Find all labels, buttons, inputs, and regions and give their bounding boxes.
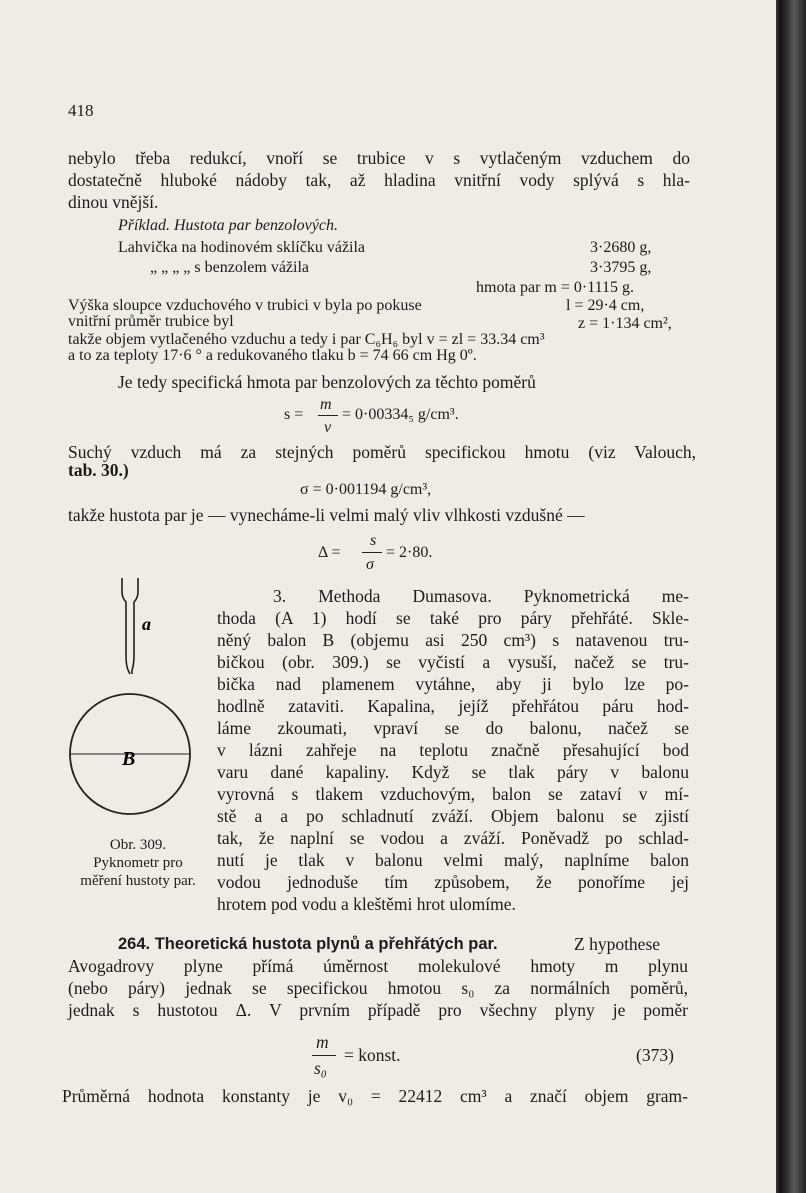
flask-neck-left bbox=[122, 578, 130, 674]
dumas-line-9: varu dané kapaliny. Když se tlak páry v balonu bbox=[217, 762, 689, 782]
equation-den: s₀ bbox=[314, 1058, 327, 1078]
example-row-1-label: Lahvička na hodinovém sklíčku vážila bbox=[118, 239, 366, 256]
section-line-3: (nebo páry) jednak se specifickou hmotou s₀ za normálních poměrů, bbox=[68, 978, 688, 998]
hustota-rhs: = 2·80. bbox=[386, 544, 433, 561]
hustota-lhs: Δ = bbox=[318, 544, 341, 561]
dry-air-line-2: tab. 30.) bbox=[68, 460, 129, 480]
hustota-text: takže hustota par je — vynecháme-li velmi malý vliv vlhkosti vzdušné — bbox=[68, 505, 585, 525]
section-line-1: Z hypothese bbox=[574, 934, 661, 954]
section-line-2: Avogadrovy plyne přímá úměrnost molekulové hmoty m plynu bbox=[68, 956, 688, 976]
hustota-fraction-bar bbox=[362, 552, 382, 553]
dumas-line-7: láme zkoumati, vpraví se do balonu, načež se bbox=[217, 718, 689, 738]
example-heading: Příklad. Hustota par benzolových. bbox=[118, 217, 338, 234]
dumas-line-4: bičkou (obr. 309.) se vyčistí a vysuší, načež se tru- bbox=[217, 652, 689, 672]
specific-fraction-bar bbox=[318, 415, 338, 416]
label-a: a bbox=[142, 614, 151, 634]
section-line-4: jednak s hustotou Δ. V prvním případě pro všechny plyny je poměr bbox=[68, 1000, 688, 1020]
dumas-line-2: thoda (A 1) hodí se také pro páry přehřáté. Skle- bbox=[217, 608, 689, 628]
example-row-7: a to za teploty 17·6 ° a redukovaného tlaku b = 74 66 cm Hg 0º. bbox=[68, 347, 477, 364]
example-row-4-value: l = 29·4 cm, bbox=[566, 297, 645, 314]
dumas-line-5: bička nad plamenem vytáhne, aby ji bylo lze po- bbox=[217, 674, 689, 694]
dumas-line-14: vodou jednoduše tím způsobem, že ponoříme jej bbox=[217, 872, 689, 892]
dumas-line-3: něný balon B (objemu asi 250 cm³) s natavenou tru- bbox=[217, 630, 689, 650]
example-row-2-value: 3·3795 g, bbox=[590, 259, 652, 276]
equation-num: m bbox=[316, 1032, 329, 1052]
dry-air-formula: σ = 0·001194 g/cm³, bbox=[300, 481, 432, 498]
dumas-line-11: stě a a po schladnutí zváží. Objem balonu se zjistí bbox=[217, 806, 689, 826]
hustota-num: s bbox=[370, 532, 377, 549]
example-row-3: hmota par m = 0·1115 g. bbox=[476, 279, 635, 296]
example-row-4-label: Výška sloupce vzduchového v trubici v byla po pokuse bbox=[68, 297, 422, 314]
specific-text: Je tedy specifická hmota par benzolových za těchto poměrů bbox=[118, 372, 536, 392]
example-row-1-value: 3·2680 g, bbox=[590, 239, 652, 256]
dumas-line-6: hodlně zataviti. Kapalina, jejíž přehřátou páru hod- bbox=[217, 696, 689, 716]
dumas-line-1: 3. Methoda Dumasova. Pyknometrická me- bbox=[273, 586, 689, 606]
equation-rhs: = konst. bbox=[344, 1045, 401, 1065]
intro-line-2: dostatečně hluboké nádoby tak, až hladina vnitřní vody splývá s hla- bbox=[68, 170, 690, 190]
dumas-line-10: vyrovná s tlakem vzduchovým, balon se zataví v mí- bbox=[217, 784, 689, 804]
figure-caption-3: měření hustoty par. bbox=[80, 873, 196, 889]
dumas-line-8: v lázni zahřeje na teplotu značně přesahující bod bbox=[217, 740, 689, 760]
specific-den: v bbox=[324, 419, 332, 436]
section-heading: 264. Theoretická hustota plynů a přehřátých par. bbox=[118, 935, 498, 953]
dumas-line-15: hrotem pod vodu a kleštěmi hrot ulomíme. bbox=[217, 894, 516, 914]
specific-lhs: s = bbox=[284, 406, 304, 423]
dumas-line-13: nutí je tlak v balonu velmi malý, naplníme balon bbox=[217, 850, 689, 870]
hustota-den: σ bbox=[366, 556, 374, 573]
intro-line-3: dinou vnější. bbox=[68, 192, 159, 212]
specific-rhs: = 0·00334₅ g/cm³. bbox=[342, 406, 459, 423]
book-spine-shadow bbox=[776, 0, 806, 1193]
dumas-line-12: tak, že naplní se vodou a zváží. Poněvadž po schlad- bbox=[217, 828, 689, 848]
dry-air-line-1: Suchý vzduch má za stejných poměrů specifickou hmotu (viz Valouch, bbox=[68, 442, 696, 462]
equation-fraction-bar bbox=[312, 1055, 336, 1056]
example-row-2-label: „ „ „ „ s benzolem vážila bbox=[150, 259, 310, 276]
page-number: 418 bbox=[68, 101, 94, 120]
flask-neck-right bbox=[132, 578, 138, 674]
intro-line-1: nebylo třeba redukcí, vnoří se trubice v s vytlačeným vzduchem do bbox=[68, 148, 690, 168]
example-row-6: takže objem vytlačeného vzduchu a tedy i par C₆H₆ byl v = zl = 33.34 cm³ bbox=[68, 331, 545, 348]
pycnometer-figure bbox=[60, 570, 210, 840]
example-row-5-label: vnitřní průměr trubice byl bbox=[68, 313, 234, 330]
figure-caption-2: Pyknometr pro bbox=[93, 855, 183, 871]
example-row-5-value: z = 1·134 cm², bbox=[578, 315, 672, 332]
label-B: B bbox=[122, 748, 136, 770]
equation-number: (373) bbox=[636, 1045, 674, 1065]
section-last-line: Průměrná hodnota konstanty je v₀ = 22412 cm³ a značí objem gram- bbox=[62, 1086, 688, 1106]
specific-num: m bbox=[320, 396, 332, 413]
figure-caption-1: Obr. 309. bbox=[109, 837, 167, 853]
